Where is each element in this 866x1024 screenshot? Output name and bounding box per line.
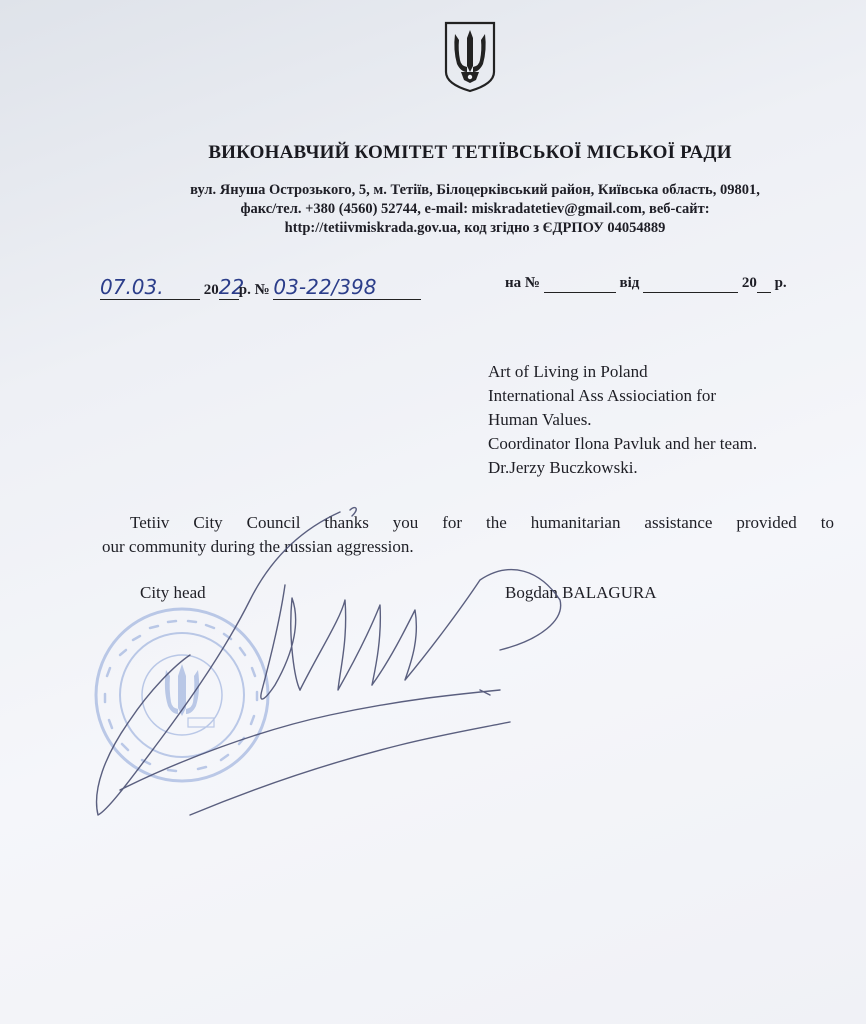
- address-line-2: факс/тел. +380 (4560) 52744, e-mail: miskradatetiev@gmail.com, веб-сайт:: [240, 201, 710, 217]
- handwritten-year: 22: [218, 275, 245, 299]
- reply-year-suffix: р.: [774, 275, 787, 291]
- recipient-line-4: Coordinator Ilona Pavluk and her team.: [488, 434, 758, 453]
- signatory-position: City head: [140, 583, 206, 602]
- body-line-2: our community during the russian aggression.: [102, 537, 414, 556]
- reply-year-prefix: 20: [741, 275, 757, 291]
- body-line-1: Tetiiv City Council thanks you for the humanitarian assistance provided to: [130, 513, 834, 532]
- outgoing-reference: [100, 275, 421, 300]
- incoming-reference: [505, 275, 787, 293]
- official-stamp: [96, 609, 268, 781]
- reply-date-blank: [643, 275, 738, 293]
- address-line-3: http://tetiivmiskrada.gov.ua, код згідно з ЄДРПОУ 04054889: [284, 220, 666, 236]
- reply-number-label: на №: [505, 275, 540, 291]
- recipient-line-3: Human Values.: [488, 410, 592, 429]
- recipient-line-1: Art of Living in Poland: [488, 362, 648, 381]
- handwritten-date: 07.03.: [100, 275, 200, 300]
- year-prefix: 20: [203, 282, 219, 298]
- trident-emblem-icon: [443, 20, 497, 94]
- reply-number-blank: [544, 275, 616, 293]
- number-label: р. №: [238, 282, 270, 298]
- address-line-1: вул. Януша Острозького, 5, м. Тетіїв, Білоцерківський район, Київська область, 09801,: [190, 182, 760, 198]
- recipient-line-5: Dr.Jerzy Buczkowski.: [488, 458, 638, 477]
- signatory-name: Bogdan BALAGURA: [505, 583, 657, 602]
- handwritten-number: 03-22/398: [273, 275, 421, 300]
- recipient-line-2: International Ass Assiociation for: [488, 386, 717, 405]
- org-title: ВИКОНАВЧИЙ КОМІТЕТ ТЕТІЇВСЬКОЇ МІСЬКОЇ РАДИ: [208, 142, 732, 163]
- reply-year-blank: [757, 275, 771, 293]
- reply-from-label: від: [619, 275, 640, 291]
